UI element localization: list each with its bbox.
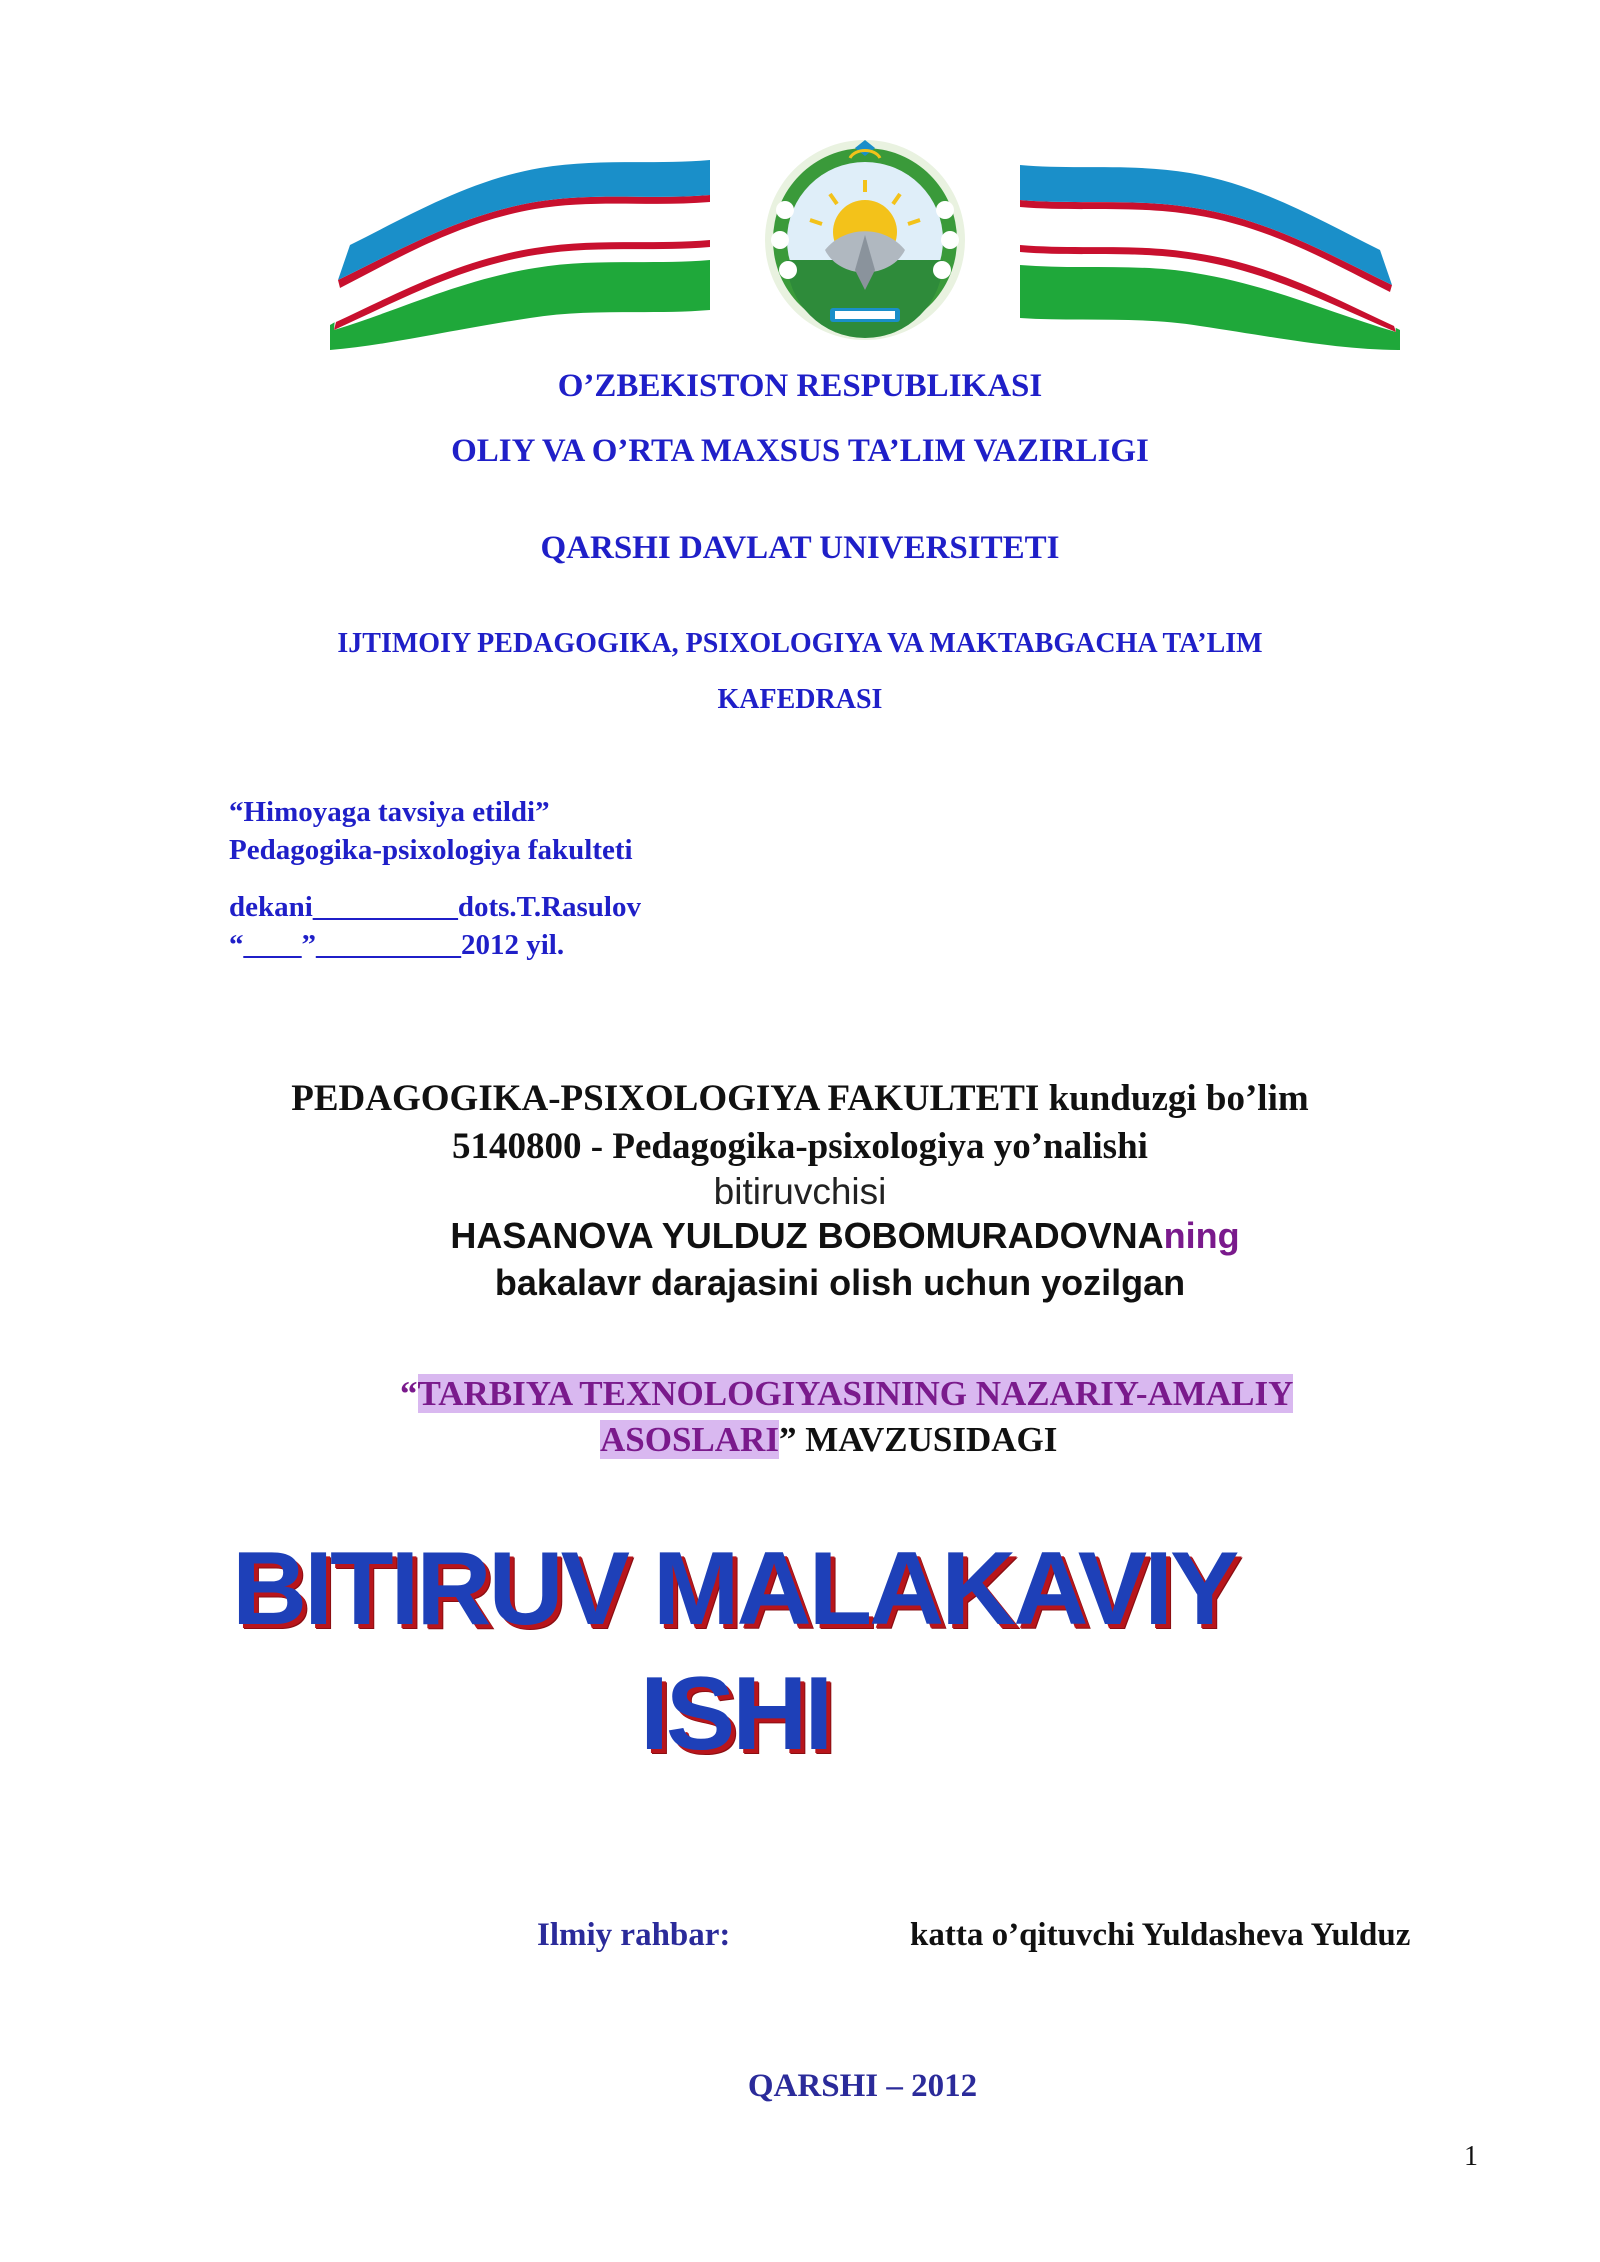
document-title-line1: BITIRUV MALAKAVIY bbox=[232, 1531, 1237, 1647]
approval-recommendation: “Himoyaga tavsiya etildi” bbox=[229, 796, 550, 828]
topic-title-part2: ASOSLARI bbox=[600, 1420, 779, 1459]
approval-date-line: “____”__________2012 yil. bbox=[229, 929, 565, 961]
department-heading-line1: IJTIMOIY PEDAGOGIKA, PSIXOLOGIYA VA MAKTABGACHA TA’LIM bbox=[337, 628, 1263, 659]
approval-faculty: Pedagogika-psixologiya fakulteti bbox=[229, 834, 633, 866]
student-name-suffix: ning bbox=[1163, 1215, 1240, 1256]
country-heading: O’ZBEKISTON RESPUBLIKASI bbox=[557, 368, 1043, 404]
document-title-line2: ISHI bbox=[640, 1656, 831, 1772]
topic-open-quote: “ bbox=[400, 1374, 418, 1413]
city-year: QARSHI – 2012 bbox=[747, 2068, 978, 2104]
supervisor-label: Ilmiy rahbar: bbox=[537, 1917, 731, 1953]
specialty-line: 5140800 - Pedagogika-psixologiya yo’nalishi bbox=[452, 1126, 1148, 1167]
topic-close-quote: ” bbox=[778, 1420, 797, 1459]
topic-line1 bbox=[400, 1374, 1293, 1414]
degree-purpose: bakalavr darajasini olish uchun yozilgan bbox=[494, 1262, 1186, 1303]
page-number: 1 bbox=[1464, 2141, 1478, 2172]
university-heading: QARSHI DAVLAT UNIVERSITETI bbox=[540, 530, 1060, 566]
flag-emblem-icon bbox=[330, 140, 1400, 350]
ministry-heading: OLIY VA O’RTA MAXSUS TA’LIM VAZIRLIGI bbox=[451, 433, 1149, 469]
supervisor-name: katta o’qituvchi Yuldasheva Yulduz bbox=[910, 1917, 1411, 1953]
topic-line2 bbox=[600, 1420, 1057, 1460]
student-name-line bbox=[0, 1215, 1600, 1257]
graduate-label: bitiruvchisi bbox=[713, 1171, 887, 1212]
approval-dean-signature-line: dekani__________dots.T.Rasulov bbox=[229, 891, 641, 923]
faculty-line: PEDAGOGIKA-PSIXOLOGIYA FAKULTETI kunduzgi bo’lim bbox=[291, 1078, 1309, 1119]
topic-suffix: MAVZUSIDAGI bbox=[796, 1420, 1058, 1459]
student-name: HASANOVA YULDUZ BOBOMURADOVNA bbox=[450, 1215, 1164, 1256]
department-heading-line2: KAFEDRASI bbox=[717, 684, 883, 715]
topic-title-part1: TARBIYA TEXNOLOGIYASINING NAZARIY-AMALIY bbox=[417, 1374, 1294, 1413]
